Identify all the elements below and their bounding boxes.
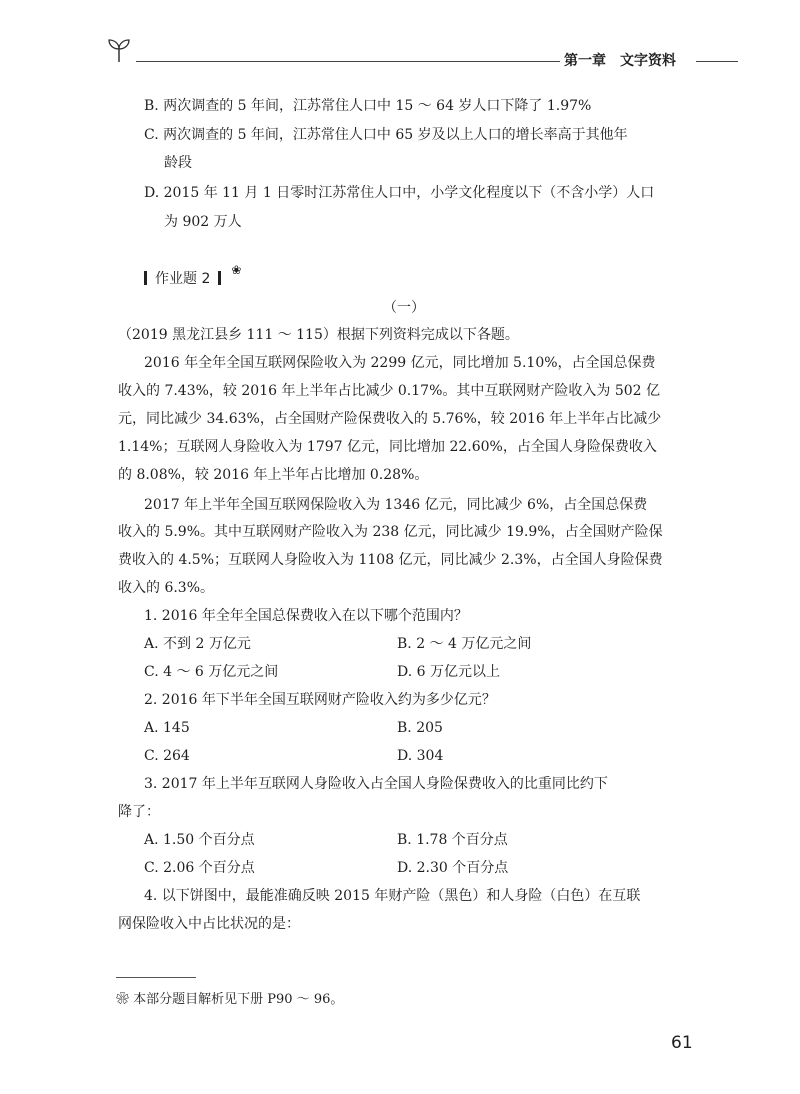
paragraph2-line: 2017 年上半年全国互联网保险收入为 1346 亿元，同比减少 6%，占全国总保费 xyxy=(144,497,648,513)
homework-heading xyxy=(144,263,242,288)
header-rule-right xyxy=(696,61,738,62)
option-b-top: B. 两次调查的 5 年间，江苏常住人口中 15 ～ 64 岁人口下降了 1.97% xyxy=(144,98,592,114)
q3-option-c: C. 2.06 个百分点 xyxy=(144,860,255,876)
paragraph1-line: 2016 年全年全国互联网保险收入为 2299 亿元，同比增加 5.10%，占全国总保费 xyxy=(144,355,656,371)
paragraph1-line: 收入的 7.43%，较 2016 年上半年占比减少 0.17%。其中互联网财产险收入为 502 亿 xyxy=(118,383,660,399)
q1-option-a: A. 不到 2 万亿元 xyxy=(144,636,251,652)
source-line: （2019 黑龙江县乡 111 ～ 115）根据下列资料完成以下各题。 xyxy=(118,327,519,343)
sprout-icon xyxy=(104,36,134,68)
heading-bar-right xyxy=(218,271,221,285)
question-2-stem: 2. 2016 年下半年全国互联网财产险收入约为多少亿元？ xyxy=(144,692,496,708)
q2-option-a: A. 145 xyxy=(144,720,190,736)
paragraph2-line: 收入的 5.9%。其中互联网财产险收入为 238 亿元，同比减少 19.9%，占全国财产险保 xyxy=(118,524,663,540)
q3-option-d: D. 2.30 个百分点 xyxy=(397,860,509,876)
option-c-top: C. 两次调查的 5 年间，江苏常住人口中 65 岁及以上人口的增长率高于其他年 xyxy=(144,127,628,143)
q1-option-b: B. 2 ～ 4 万亿元之间 xyxy=(397,636,532,652)
option-c-top-cont: 龄段 xyxy=(164,155,192,171)
paragraph2-line: 费收入的 4.5%；互联网人身险收入为 1108 亿元，同比减少 2.3%，占全国人身险保费 xyxy=(118,552,663,568)
paragraph1-line: 的 8.08%，较 2016 年上半年占比增加 0.28%。 xyxy=(118,467,429,483)
option-d-top-cont: 为 902 万人 xyxy=(164,214,242,230)
paragraph1-line: 1.14%；互联网人身险收入为 1797 亿元，同比增加 22.60%，占全国人身险保费收入 xyxy=(118,439,657,455)
footnote: ❀ 本部分题目解析见下册 P90 ～ 96。 xyxy=(116,992,344,1007)
heading-bar-left xyxy=(144,271,147,285)
q1-option-d: D. 6 万亿元以上 xyxy=(397,664,500,680)
paragraph1-line: 元，同比减少 34.63%，占全国财产险保费收入的 5.76%，较 2016 年上半年占比减少 xyxy=(118,411,662,427)
header-rule-left xyxy=(136,61,560,62)
question-3-stem: 3. 2017 年上半年互联网人身险收入占全国人身险保费收入的比重同比约下 xyxy=(144,776,608,792)
paragraph2-line: 收入的 6.3%。 xyxy=(118,580,215,596)
q3-option-b: B. 1.78 个百分点 xyxy=(397,832,508,848)
footnote-rule xyxy=(116,977,196,978)
q1-option-c: C. 4 ～ 6 万亿元之间 xyxy=(144,664,279,680)
q2-option-c: C. 264 xyxy=(144,748,190,764)
question-3-stem-cont: 降了： xyxy=(118,804,160,820)
question-4-stem: 4. 以下饼图中，最能准确反映 2015 年财产险（黑色）和人身险（白色）在互联 xyxy=(144,888,641,904)
question-1-stem: 1. 2016 年全年全国总保费收入在以下哪个范围内？ xyxy=(144,608,468,624)
question-4-stem-cont: 网保险收入中占比状况的是： xyxy=(118,916,300,932)
section-title: （一） xyxy=(383,300,425,316)
q2-option-d: D. 304 xyxy=(397,748,444,764)
chapter-header: 第一章 文字资料 xyxy=(564,53,676,69)
q2-option-b: B. 205 xyxy=(397,720,443,736)
homework-title: 作业题 2 xyxy=(155,271,211,287)
option-d-top: D. 2015 年 11 月 1 日零时江苏常住人口中，小学文化程度以下（不含小学）人口 xyxy=(144,185,655,201)
flower-icon: ❀ xyxy=(231,263,242,277)
q3-option-a: A. 1.50 个百分点 xyxy=(144,832,255,848)
page-number: 61 xyxy=(671,1033,693,1053)
